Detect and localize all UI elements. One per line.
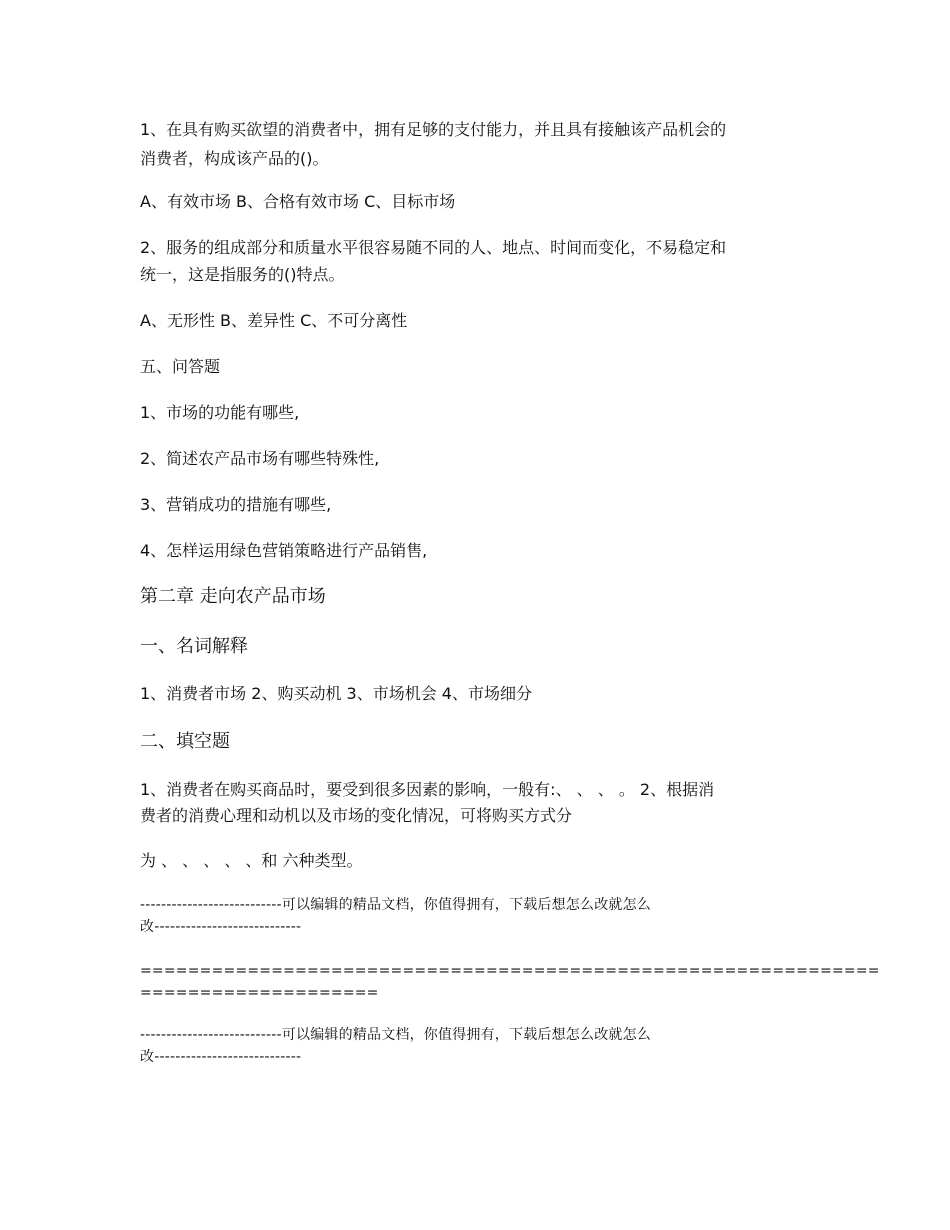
question-2-line-2: 统一，这是指服务的()特点。 — [140, 265, 345, 284]
question-1-line-1: 1、在具有购买欲望的消费者中，拥有足够的支付能力，并且具有接触该产品机会的 — [140, 120, 727, 139]
qa-item-4: 4、怎样运用绿色营销策略进行产品销售, — [140, 541, 428, 560]
footer-notice-2-line-1: ---------------------------可以编辑的精品文档，你值得拥有，下载后想怎么改就怎么 — [140, 1027, 651, 1043]
question-1-options: A、有效市场 B、合格有效市场 C、目标市场 — [140, 192, 456, 211]
footer-notice-2-line-2: 改---------------------------- — [140, 1049, 302, 1065]
section-2-title: 二、填空题 — [140, 731, 230, 752]
fill-blank-line-1: 1、消费者在购买商品时，要受到很多因素的影响，一般有:、 、 、 。 2、根据消 — [140, 780, 715, 799]
fill-blank-line-2: 费者的消费心理和动机以及市场的变化情况，可将购买方式分 — [140, 806, 573, 825]
footer-notice-1-line-2: 改---------------------------- — [140, 919, 302, 935]
separator-line-2: ==================== — [140, 985, 379, 1001]
chapter-2-title: 第二章 走向农产品市场 — [140, 586, 326, 607]
question-1-line-2: 消费者，构成该产品的()。 — [140, 149, 329, 168]
qa-item-3: 3、营销成功的措施有哪些, — [140, 495, 332, 514]
question-2-options: A、无形性 B、差异性 C、不可分离性 — [140, 311, 408, 330]
section-1-title: 一、名词解释 — [140, 636, 248, 657]
section-5-title: 五、问答题 — [140, 357, 221, 376]
separator-line-1: ============================================================== — [140, 963, 880, 979]
qa-item-1: 1、市场的功能有哪些, — [140, 403, 300, 422]
footer-notice-1-line-1: ---------------------------可以编辑的精品文档，你值得拥有，下载后想怎么改就怎么 — [140, 897, 651, 913]
terms-list: 1、消费者市场 2、购买动机 3、市场机会 4、市场细分 — [140, 684, 532, 703]
question-2-line-1: 2、服务的组成部分和质量水平很容易随不同的人、地点、时间而变化，不易稳定和 — [140, 238, 727, 257]
qa-item-2: 2、简述农产品市场有哪些特殊性, — [140, 449, 380, 468]
fill-blank-line-3: 为 、 、 、 、 、和 六种类型。 — [140, 851, 363, 870]
